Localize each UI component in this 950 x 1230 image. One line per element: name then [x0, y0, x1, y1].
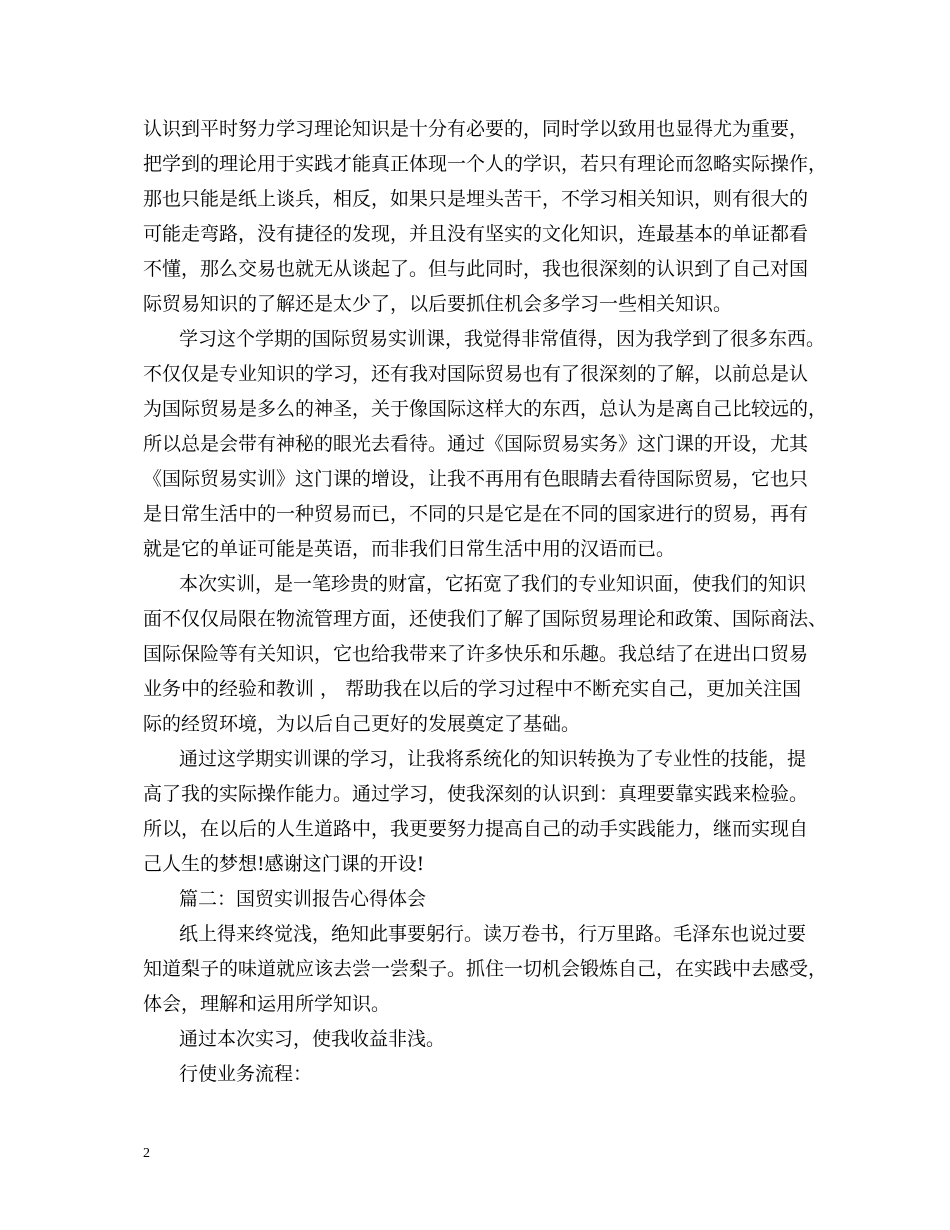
text-line: 《国际贸易实训》这门课的增设，让我不再用有色眼睛去看待国际贸易，它也只	[143, 468, 809, 490]
paragraph-4	[143, 742, 818, 882]
text-line: 把学到的理论用于实践才能真正体现一个人的学识，若只有理论而忽略实际操作，	[143, 153, 828, 175]
text-line: 面不仅仅局限在物流管理方面，还使我们了解了国际贸易理论和政策、国际商法、	[143, 608, 828, 630]
text-line: 所以总是会带有神秘的眼光去看待。通过《国际贸易实务》这门课的开设，尤其	[143, 433, 809, 455]
text-line: 体会，理解和运用所学知识。	[143, 993, 391, 1015]
text-line: 篇二：国贸实训报告心得体会	[179, 888, 427, 910]
paragraph-6	[143, 917, 828, 1022]
page-number: 2	[143, 1146, 150, 1161]
text-line: 行使业务流程：	[179, 1063, 313, 1085]
text-line: 不懂，那么交易也就无从谈起了。但与此同时，我也很深刻的认识到了自己对国	[143, 258, 809, 280]
text-line: 不仅仅是专业知识的学习，还有我对国际贸易也有了很深刻的了解，以前总是认	[143, 363, 809, 385]
text-line: 业务中的经验和教训 ， 帮助我在以后的学习过程中不断充实自己，更加关注国	[143, 678, 802, 700]
paragraph-1	[143, 112, 828, 322]
text-line: 那也只能是纸上谈兵，相反，如果只是埋头苦干，不学习相关知识，则有很大的	[143, 188, 809, 210]
section-heading	[143, 882, 818, 917]
paragraph-2	[143, 322, 828, 567]
text-line: 知道梨子的味道就应该去尝一尝梨子。抓住一切机会锻炼自己，在实践中去感受，	[143, 958, 828, 980]
paragraph-8	[143, 1057, 818, 1092]
text-line: 就是它的单证可能是英语，而非我们日常生活中用的汉语而已。	[143, 538, 676, 560]
text-line: 际贸易知识的了解还是太少了，以后要抓住机会多学习一些相关知识。	[143, 293, 733, 315]
text-line: 纸上得来终觉浅，绝知此事要躬行。读万卷书，行万里路。毛泽东也说过要	[179, 923, 807, 945]
text-line: 认识到平时努力学习理论知识是十分有必要的，同时学以致用也显得尤为重要，	[143, 118, 809, 140]
paragraph-3	[143, 567, 828, 742]
text-line: 己人生的梦想!感谢这门课的开设!	[143, 853, 425, 875]
text-line: 所以，在以后的人生道路中，我更要努力提高自己的动手实践能力，继而实现自	[143, 818, 809, 840]
text-line: 是日常生活中的一种贸易而已，不同的只是它是在不同的国家进行的贸易，再有	[143, 503, 809, 525]
text-line: 高了我的实际操作能力。通过学习，使我深刻的认识到：真理要靠实践来检验。	[143, 783, 809, 805]
text-line: 国际保险等有关知识，它也给我带来了许多快乐和乐趣。我总结了在进出口贸易	[143, 643, 809, 665]
text-line: 可能走弯路，没有捷径的发现，并且没有坚实的文化知识，连最基本的单证都看	[143, 223, 809, 245]
text-line: 际的经贸环境，为以后自己更好的发展奠定了基础。	[143, 713, 581, 735]
paragraph-7	[143, 1022, 818, 1057]
text-line: 为国际贸易是多么的神圣，关于像国际这样大的东西，总认为是离自己比较远的，	[143, 398, 828, 420]
text-line: 通过本次实习，使我收益非浅。	[179, 1028, 446, 1050]
text-line: 学习这个学期的国际贸易实训课，我觉得非常值得，因为我学到了很多东西。	[179, 328, 826, 350]
text-line: 本次实训，是一笔珍贵的财富，它拓宽了我们的专业知识面，使我们的知识	[179, 573, 807, 595]
text-line: 通过这学期实训课的学习，让我将系统化的知识转换为了专业性的技能，提	[179, 748, 807, 770]
